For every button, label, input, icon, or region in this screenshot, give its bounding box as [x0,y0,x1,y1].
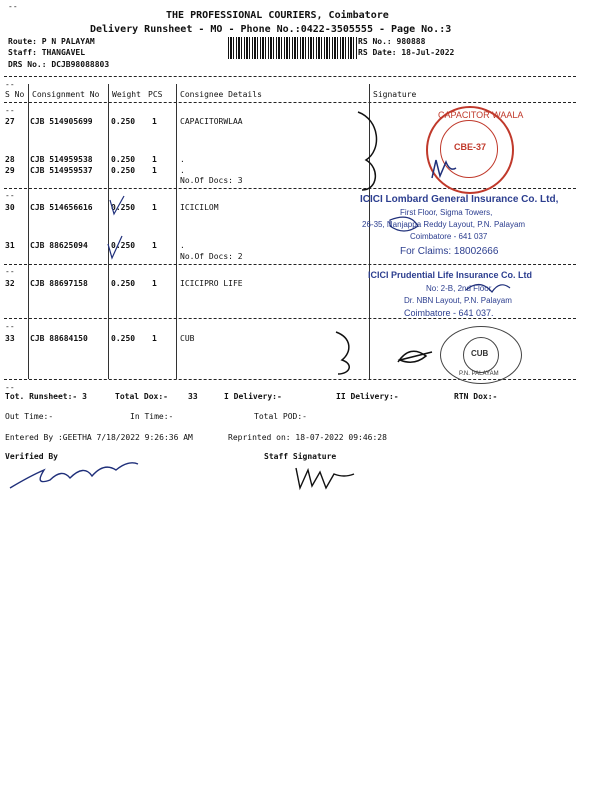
row-pcs: 1 [152,241,157,250]
icici-pru-line2: Dr. NBN Layout, P.N. Palayam [404,296,512,305]
signature-bracket [336,332,349,374]
col-weight: Weight [112,90,141,99]
signature-scribble [466,284,510,292]
tick-mark [108,236,122,258]
row-consignee: CAPACITORWLAA [180,117,243,126]
row-weight: 0.250 [111,334,136,343]
verified-by: Verified By [5,452,58,461]
row-sno: 32 [5,279,15,288]
col-sno: S No [5,90,25,99]
total-dox-label: Total Dox:- [115,392,168,401]
top-mark: -- [8,2,18,11]
col-pcs: PCS [148,90,163,99]
row-pcs: 1 [152,203,157,212]
cub-ring-text: P.N. PALAYAM [459,371,499,377]
row-consignment: CJB 514905699 [30,117,93,126]
icici-lombard-line1: First Floor, Sigma Towers, [400,208,493,217]
tick-mark [110,196,124,214]
row-sno: 28 [5,155,15,164]
ii-delivery: II Delivery:- [336,392,399,401]
tot-runsheet: Tot. Runsheet:- 3 [5,392,87,401]
in-time: In Time:- [130,412,174,421]
row-pcs: 1 [152,117,157,126]
signature-scribble [398,351,432,362]
drs-number: DRS No.: DCJB98088803 [8,60,110,69]
capacitor-center-text: CBE-37 [454,142,487,152]
cub-center-text: CUB [471,349,489,358]
icici-pru-line3: Coimbatore - 641 037. [404,308,494,318]
capacitor-ring-text: CAPACITOR WAALA [438,110,524,120]
icici-lombard-name: ICICI Lombard General Insurance Co. Ltd, [360,194,559,205]
icici-pru-name: ICICI Prudential Life Insurance Co. Ltd [368,270,533,280]
row-consignment: CJB 88697158 [30,279,88,288]
staff-label: Staff: THANGAVEL [8,48,86,57]
out-time: Out Time:- [5,412,54,421]
signature-bracket [358,112,376,190]
i-delivery: I Delivery:- [224,392,282,401]
reprinted-on: Reprinted on: 18-07-2022 09:46:28 [228,433,387,442]
col-signature: Signature [373,90,417,99]
row-consignee: ICICIPRO LIFE [180,279,243,288]
company-title: THE PROFESSIONAL COURIERS, Coimbatore [166,10,389,21]
verified-signature [10,463,138,488]
route-label: Route: P N PALAYAM [8,37,95,46]
icici-lombard-line3: Coimbatore - 641 037 [410,232,488,241]
row-weight: 0.250 [111,279,136,288]
total-pod: Total POD:- [254,412,307,421]
row-consignee: . [180,241,185,250]
icici-lombard-claims: For Claims: 18002666 [400,246,499,257]
row-sno: 29 [5,166,15,175]
row-weight: 0.250 [111,241,136,250]
row-sno: 33 [5,334,15,343]
row-weight: 0.250 [111,203,136,212]
rs-number: RS No.: 980888 [358,37,426,46]
row-sno: 31 [5,241,15,250]
row-consignment: CJB 514959538 [30,155,93,164]
runsheet-subtitle: Delivery Runsheet - MO - Phone No.:0422-3505555 - Page No.:3 [90,24,452,35]
entered-by: Entered By :GEETHA 7/18/2022 9:26:36 AM [5,433,193,442]
total-dox-value: 33 [188,392,198,401]
staff-signature [296,468,354,488]
row-consignee: ICICILOM [180,203,219,212]
col-consignment: Consignment No [32,90,100,99]
row-consignment: CJB 514656616 [30,203,93,212]
row-consignee: . [180,166,185,175]
row-weight: 0.250 [111,166,136,175]
row-consignment: CJB 514959537 [30,166,93,175]
signature-scribble [432,160,456,178]
doc-count: No.Of Docs: 3 [180,176,243,185]
icici-lombard-line2: 26-35, Nanjappa Reddy Layout, P.N. Palayam [362,220,526,229]
row-pcs: 1 [152,166,157,175]
icici-pru-line1: No: 2-B, 2nd Floor [426,284,492,293]
row-pcs: 1 [152,155,157,164]
rtn-dox: RTN Dox:- [454,392,498,401]
row-weight: 0.250 [111,117,136,126]
row-sno: 30 [5,203,15,212]
row-consignee: CUB [180,334,195,343]
row-pcs: 1 [152,334,157,343]
row-consignee: . [180,155,185,164]
row-pcs: 1 [152,279,157,288]
row-consignment: CJB 88625094 [30,241,88,250]
row-weight: 0.250 [111,155,136,164]
staff-signature-label: Staff Signature [264,452,337,461]
signature-scribble [390,217,418,231]
doc-count: No.Of Docs: 2 [180,252,243,261]
col-consignee: Consignee Details [180,90,262,99]
row-sno: 27 [5,117,15,126]
row-consignment: CJB 88684150 [30,334,88,343]
rs-date: RS Date: 18-Jul-2022 [358,48,455,57]
